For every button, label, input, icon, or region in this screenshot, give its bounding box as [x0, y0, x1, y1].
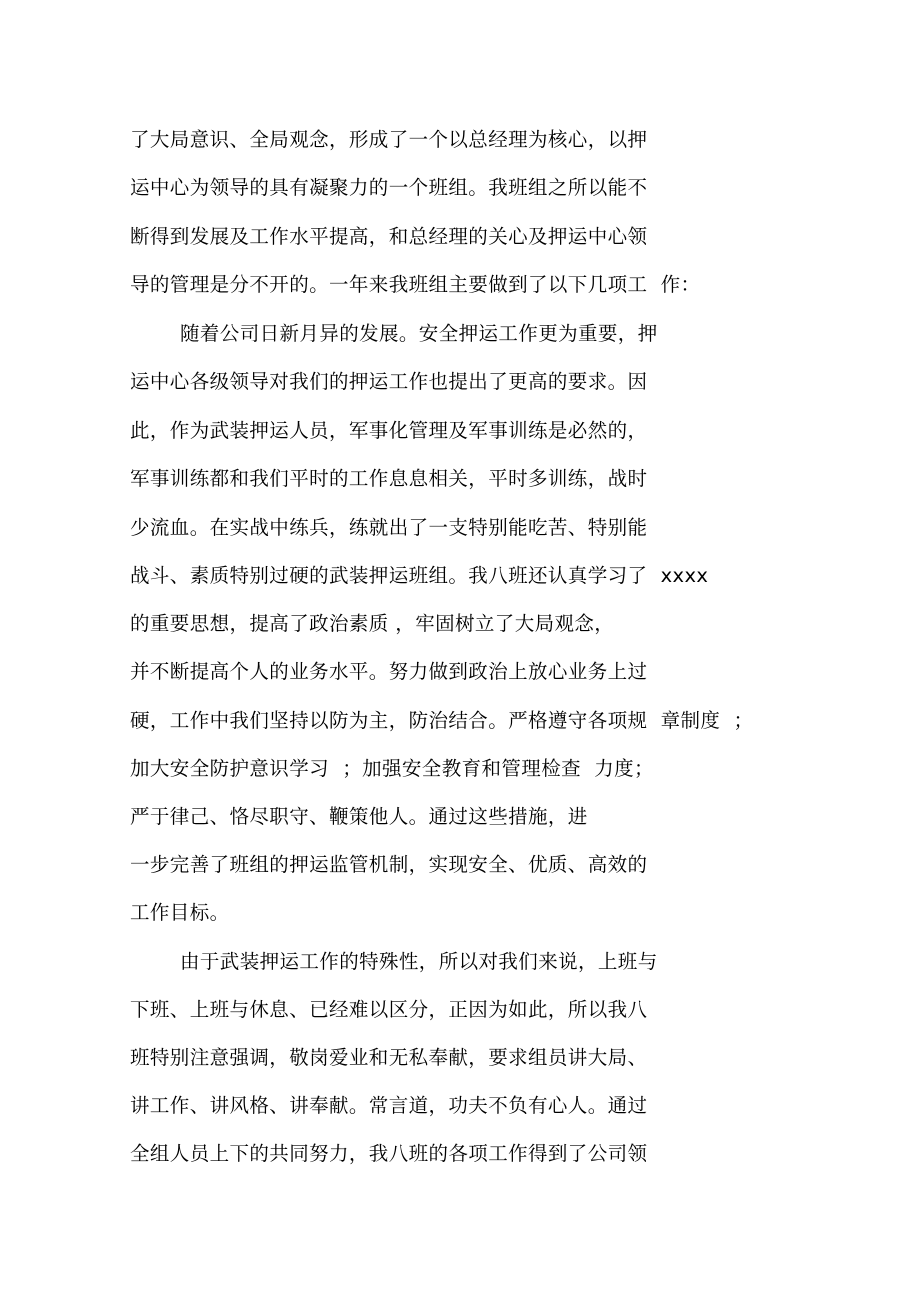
- text-line: 的重要思想，提高了政治素质 ，牢固树立了大局观念，: [130, 612, 615, 635]
- text-line: 硬，工作中我们坚持以防为主，防治结合。严格遵守各项规 章制度 ；: [130, 709, 754, 732]
- text-line: 少流血。在实战中练兵，练就出了一支特别能吃苦、特别能: [130, 516, 648, 539]
- text-line: 了大局意识、全局观念，形成了一个以总经理为核心，以押: [130, 128, 648, 151]
- text-line: 下班、上班与休息、已经难以区分，正因为如此，所以我八: [130, 998, 648, 1021]
- paragraph-first-line: 随着公司日新月异的发展。安全押运工作更为重要，押: [180, 322, 658, 345]
- text-line: 严于律己、恪尽职守、鞭策他人。通过这些措施，进: [130, 805, 588, 828]
- text-line: 讲工作、讲风格、讲奉献。常言道，功夫不负有心人。通过: [130, 1094, 648, 1117]
- text-line: 运中心各级领导对我们的押运工作也提出了更高的要求。因: [130, 370, 648, 393]
- text-line: 运中心为领导的具有凝聚力的一个班组。我班组之所以能不: [130, 176, 648, 199]
- text-line: 断得到发展及工作水平提高，和总经理的关心及押运中心领: [130, 225, 648, 248]
- text-line: 导的管理是分不开的。一年来我班组主要做到了以下几项工 作：: [130, 273, 701, 296]
- text-line: 此，作为武装押运人员，军事化管理及军事训练是必然的，: [130, 419, 648, 442]
- text-line: 加大安全防护意识学习 ；加强安全教育和管理检查 力度；: [130, 757, 654, 780]
- text-line: 全组人员上下的共同努力，我八班的各项工作得到了公司领: [130, 1142, 648, 1165]
- text-line: 并不断提高个人的业务水平。努力做到政治上放心业务上过: [130, 660, 648, 683]
- text-line: 战斗、素质特别过硬的武装押运班组。我八班还认真学习了 xxxx: [130, 564, 709, 587]
- paragraph-first-line: 由于武装押运工作的特殊性，所以对我们来说，上班与: [180, 950, 658, 973]
- text-line: 工作目标。: [130, 901, 230, 924]
- text-line: 一步完善了班组的押运监管机制，实现安全、优质、高效的: [130, 853, 648, 876]
- text-line: 军事训练都和我们平时的工作息息相关，平时多训练，战时: [130, 467, 648, 490]
- text-line: 班特别注意强调，敬岗爱业和无私奉献，要求组员讲大局、: [130, 1046, 648, 1069]
